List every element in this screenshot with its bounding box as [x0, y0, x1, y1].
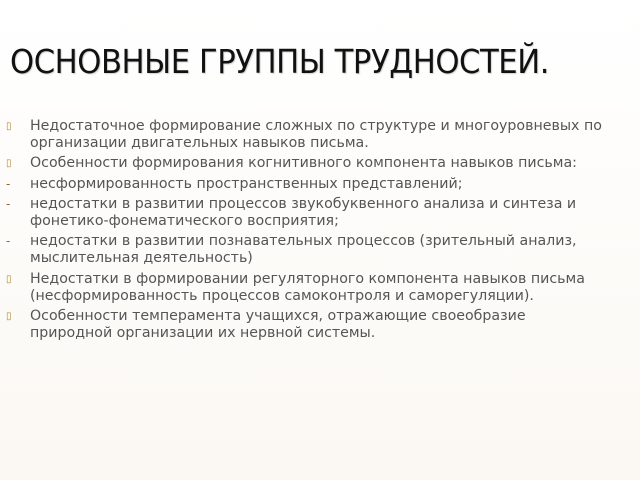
- list-item-text: несформированность пространственных представлений;: [30, 175, 463, 192]
- bullet-icon: ▯: [6, 311, 12, 323]
- list-item: [6, 233, 606, 267]
- bullet-icon: ▯: [6, 121, 12, 132]
- list-item: [6, 271, 606, 305]
- dash-icon: -: [6, 234, 11, 249]
- list-item-text: Недостаточное формирование сложных по структуре и многоуровневых по организации двигательных навыков письма.: [30, 118, 602, 152]
- slide-title: ОСНОВНЫЕ ГРУППЫ ТРУДНОСТЕЙ.: [10, 42, 549, 81]
- list-item: [6, 308, 606, 342]
- list-item: [6, 196, 606, 230]
- bullet-icon: ▯: [6, 273, 12, 285]
- list-item-text: Недостатки в формировании регуляторного компонента навыков письма (несформированность процессов самоконтроля и саморегуляции).: [30, 270, 585, 304]
- bullet-icon: ▯: [6, 158, 12, 170]
- list-item-text: недостатки в развитии процессов звукобуквенного анализа и синтеза и фонетико-фонематического восприятия;: [30, 195, 577, 230]
- dash-icon: -: [6, 176, 11, 191]
- list-item-text: Особенности формирования когнитивного компонента навыков письма:: [30, 155, 577, 172]
- list-item: [6, 176, 606, 193]
- list-item: [6, 155, 606, 172]
- list-item-text: Особенности темперамента учащихся, отражающие своеобразие природной организации их нервной системы.: [30, 308, 526, 342]
- dash-icon: -: [6, 196, 11, 211]
- list-item: [6, 118, 606, 152]
- bullet-list: [6, 118, 606, 345]
- list-item-text: недостатки в развитии познавательных процессов (зрительный анализ, мыслительная деятельность): [30, 233, 577, 267]
